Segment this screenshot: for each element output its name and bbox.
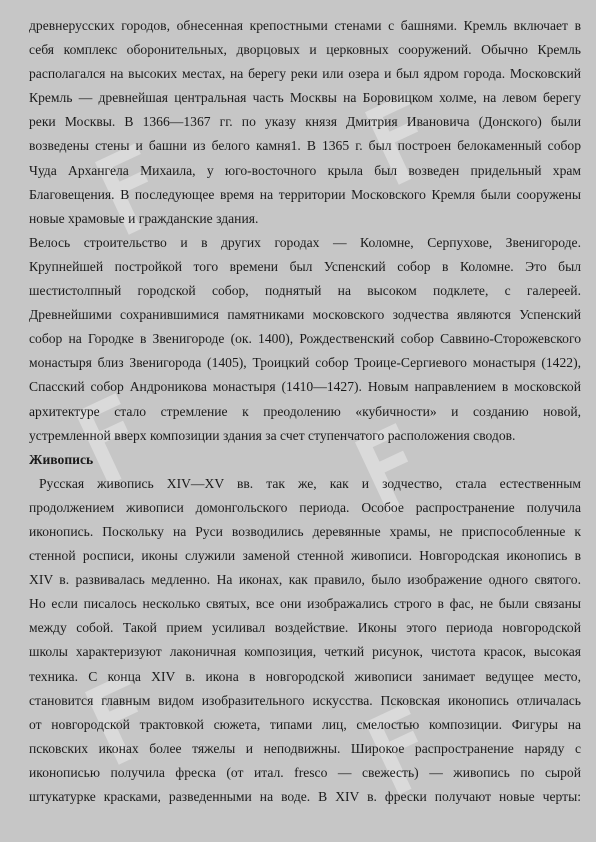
text-line: иконопись. Поскольку на Руси возводились деревянные храмы, не приспособленные к	[29, 523, 581, 539]
text-line: продолжением живописи домонгольского периода. Особое распространение получила	[29, 499, 581, 515]
text-line: устремленной вверх композиции здания за счет ступенчатого расположения сводов.	[29, 427, 516, 443]
text-line: Кремль — древнейшая центральная часть Москвы на Боровицком холме, на левом берегу	[29, 90, 581, 106]
text-line: иконописью получила фреска (от итал. fresco — свежесть) — живопись по сырой	[29, 764, 581, 780]
text-line: новые храмовые и гражданские здания.	[29, 210, 259, 226]
text-line: Русская живопись XIV—XV вв. так же, как и зодчество, стала естественным	[39, 475, 581, 491]
text-line: возведены стены и башни из белого камня1. В 1365 г. был построен белокаменный собор	[29, 138, 581, 154]
text-line: Но если писалось несколько святых, все они изображались строго в фас, не были связаны	[29, 596, 581, 612]
text-line: древнерусских городов, обнесенная крепостными стенами с башнями. Кремль включает в	[29, 18, 581, 33]
text-line: псковских иконах более тяжелы и неподвижны. Широкое распространение наряду с	[29, 740, 581, 756]
text-line: шестистолпный городской собор, поднятый на высоком подклете, с галереей.	[29, 283, 581, 299]
paragraph-kremlin	[29, 14, 581, 231]
text-line: Благовещения. В последующее время на территории Московского Кремля были сооружены	[29, 186, 581, 202]
text-line: школы характеризуют лаконичная композиция, четкий рисунок, чистота красок, высокая	[29, 644, 581, 660]
text-line: себя комплекс оборонительных, дворцовых и церковных сооружений. Обычно Кремль	[29, 42, 581, 58]
text-line: Чуда Архангела Михаила, у юго-восточного крыла был возведен придельный храм	[29, 162, 581, 178]
text-line: штукатурке красками, разведенными на воде. В XIV в. фрески получают новые черты:	[29, 789, 581, 804]
text-line: между собой. Такой прием усиливал воздействие. Иконы этого периода новгородской	[29, 620, 581, 636]
text-line: архитектуре стало стремление к преодолению «кубичности» и созданию новой,	[29, 403, 581, 419]
paragraph-construction	[29, 231, 581, 448]
text-line: становится главным видом изобразительного искусства. Псковская иконопись отличалась	[29, 692, 581, 708]
text-line: XIV в. развивалась медленно. На иконах, как правило, было изображение одного святого.	[29, 572, 581, 588]
document-body	[29, 14, 581, 809]
text-line: стенной росписи, иконы служили заменой стенной живописи. Новгородская иконопись в	[29, 548, 581, 564]
section-heading: Живопись	[29, 451, 94, 467]
text-line: Крупнейшей постройкой того времени был Успенский собор в Коломне. Это был	[29, 258, 581, 274]
text-line: собор на Городке в Звенигороде (ок. 1400), Рождественский собор Саввино-Сторожевского	[29, 331, 581, 347]
text-line: монастыря близ Звенигорода (1405), Троицкий собор Троице-Сергиевого монастыря (1422),	[29, 355, 581, 371]
text-line: Велось строительство и в других городах — Коломне, Серпухове, Звенигороде.	[29, 234, 581, 250]
text-line: техника. С конца XIV в. икона в новгородской живописи занимает ведущее место,	[29, 668, 581, 684]
text-line: Спасский собор Андроникова монастыря (1410—1427). Новым направлением в московской	[29, 379, 581, 395]
text-line: Древнейшими сохранившимися памятниками московского зодчества являются Успенский	[29, 307, 581, 323]
text-line: располагался на высоких местах, на берегу реки или озера и был ядром города. Московский	[29, 66, 581, 82]
paragraph-painting	[29, 472, 581, 809]
text-line: реки Москвы. В 1366—1367 гг. по указу князя Дмитрия Ивановича (Донского) были	[29, 114, 581, 130]
text-line: от новгородской трактовкой сюжета, типами лиц, смелостью композиции. Фигуры на	[29, 716, 581, 732]
